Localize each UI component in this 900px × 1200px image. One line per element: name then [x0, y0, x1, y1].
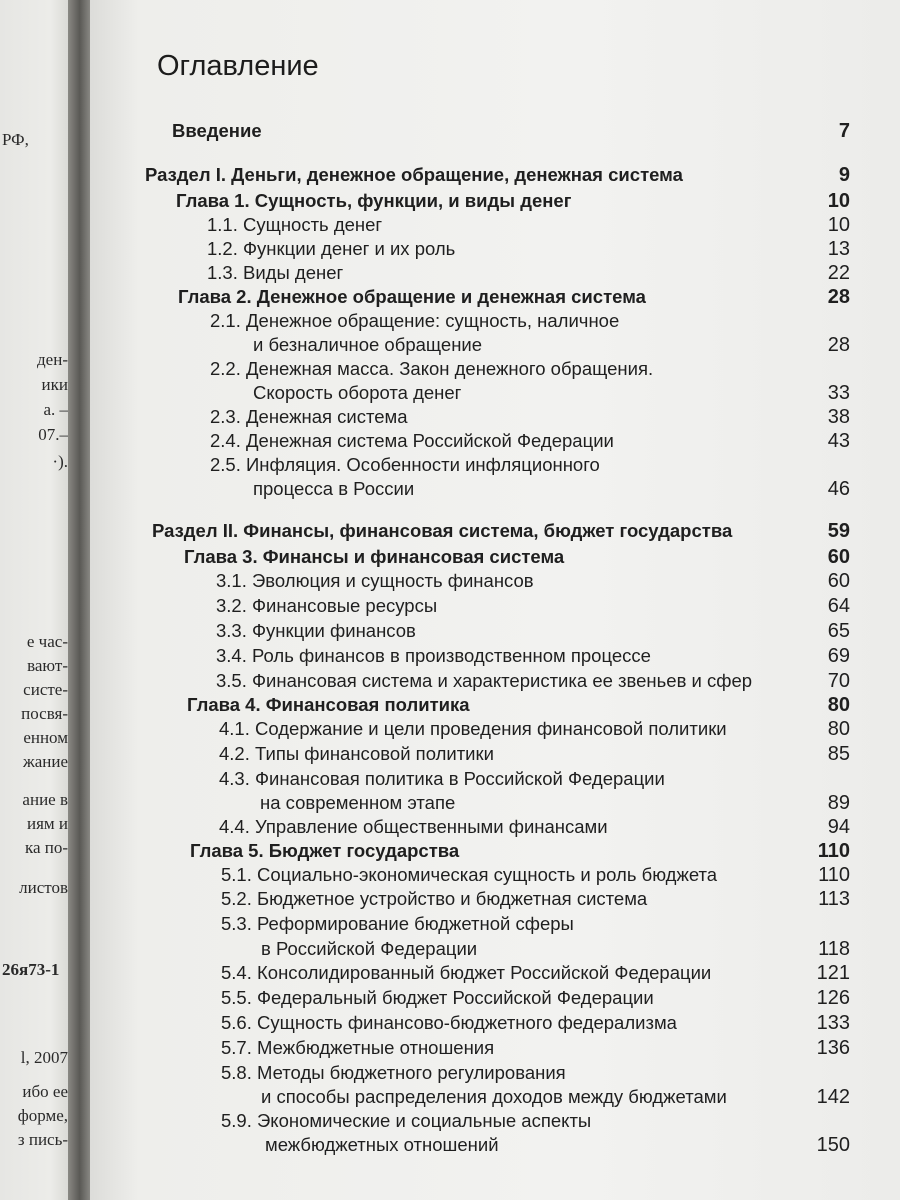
toc-entry-chapter	[90, 286, 900, 312]
toc-entry-title: Глава 3. Финансы и финансовая система	[184, 546, 565, 567]
toc-entry-sub	[90, 406, 900, 432]
toc-entry-page-number: 142	[816, 1086, 850, 1108]
left-page-text-fragment: жание	[22, 752, 68, 771]
toc-entry-sub	[90, 478, 900, 504]
left-page-text-fragment: енном	[23, 728, 68, 747]
toc-entry-chapter	[90, 546, 900, 572]
toc-entry-page-number: 110	[817, 840, 850, 862]
toc-entry-chapter	[90, 694, 900, 720]
toc-entry-chapter	[90, 190, 900, 216]
toc-entry-sub	[90, 718, 900, 744]
toc-entry-title: и способы распределения доходов между бюджетами	[261, 1086, 727, 1107]
toc-entry-title: процесса в России	[253, 478, 415, 499]
toc-entry-title: 4.2. Типы финансовой политики	[219, 743, 494, 764]
toc-entry-title: межбюджетных отношений	[265, 1134, 499, 1155]
toc-entry-sub	[90, 382, 900, 408]
toc-entry-page-number: 118	[818, 938, 850, 960]
toc-entry-sub	[90, 620, 900, 646]
toc-entry-sub	[90, 570, 900, 596]
left-page-text-fragment: ики	[41, 375, 68, 394]
toc-entry-sub	[90, 595, 900, 621]
toc-entry-sub	[90, 888, 900, 914]
toc-entry-sub	[90, 1110, 900, 1136]
toc-entry-title: 5.7. Межбюджетные отношения	[221, 1037, 495, 1058]
toc-title: Оглавление	[157, 50, 319, 82]
toc-entry-title: 3.2. Финансовые ресурсы	[216, 595, 438, 616]
toc-entry-page-number: 28	[827, 334, 850, 356]
toc-entry-title: Глава 1. Сущность, функции, и виды денег	[176, 190, 572, 211]
toc-entry-page-number: 60	[827, 570, 850, 592]
toc-entry-sub	[90, 645, 900, 671]
toc-entry-page-number: 136	[816, 1037, 850, 1059]
toc-entry-page-number: 46	[827, 478, 850, 500]
toc-entry-page-number: 94	[827, 816, 850, 838]
toc-entry-intro	[90, 120, 900, 146]
left-page-text-fragment: а. –	[43, 400, 68, 419]
left-page-text-fragment: з пись-	[17, 1130, 68, 1149]
left-page-text-fragment: 26я73-1	[2, 960, 60, 979]
toc-entry-title: 3.1. Эволюция и сущность финансов	[216, 570, 534, 591]
toc-entry-sub	[90, 1037, 900, 1063]
toc-entry-title: 3.3. Функции финансов	[216, 620, 416, 641]
toc-entry-sub	[90, 358, 900, 384]
toc-entry-page-number: 59	[827, 520, 850, 542]
toc-entry-page-number: 110	[818, 864, 850, 886]
toc-entry-title: 3.5. Финансовая система и характеристика ее звеньев и сфер	[216, 670, 753, 691]
toc-entry-sub	[90, 816, 900, 842]
toc-entry-title: 5.4. Консолидированный бюджет Российской Федерации	[221, 962, 712, 983]
toc-entry-page-number: 89	[827, 792, 850, 814]
toc-entry-title: 4.1. Содержание и цели проведения финансовой политики	[219, 718, 727, 739]
toc-entry-sub	[90, 987, 900, 1013]
left-page-text-fragment: ание в	[22, 790, 68, 809]
left-page-text-fragment: вают-	[27, 656, 68, 675]
toc-entry-page-number: 121	[816, 962, 850, 984]
left-page-text-fragment: РФ,	[2, 130, 29, 149]
toc-entry-sub	[90, 334, 900, 360]
toc-entry-page-number: 38	[827, 406, 850, 428]
toc-entry-page-number: 33	[827, 382, 850, 404]
toc-entry-section	[90, 164, 900, 190]
toc-entry-title: и безналичное обращение	[253, 334, 483, 355]
toc-entry-title: 1.3. Виды денег	[207, 262, 344, 283]
toc-entry-sub	[90, 430, 900, 456]
toc-entry-page-number: 60	[827, 546, 850, 568]
toc-entry-sub	[90, 214, 900, 240]
toc-entry-title: 2.5. Инфляция. Особенности инфляционного	[210, 454, 600, 475]
toc-entry-sub	[90, 792, 900, 818]
left-page-text-fragment: ибо ее	[22, 1082, 68, 1101]
toc-entry-sub	[90, 743, 900, 769]
left-page-text-fragment: иям и	[26, 814, 68, 833]
toc-entry-page-number: 80	[827, 718, 850, 740]
toc-entry-title: 2.4. Денежная система Российской Федерации	[210, 430, 614, 451]
toc-entry-page-number: 150	[816, 1134, 850, 1156]
toc-entry-page-number: 65	[827, 620, 850, 642]
toc-entry-title: 5.2. Бюджетное устройство и бюджетная система	[221, 888, 648, 909]
toc-entry-sub	[90, 768, 900, 794]
toc-entry-title: Глава 5. Бюджет государства	[190, 840, 460, 861]
left-page-text-fragment: систе-	[23, 680, 68, 699]
toc-entry-sub	[90, 1086, 900, 1112]
toc-entry-title: 5.8. Методы бюджетного регулирования	[221, 1062, 566, 1083]
toc-entry-page-number: 22	[827, 262, 850, 284]
toc-entry-sub	[90, 1012, 900, 1038]
toc-entry-page-number: 10	[827, 190, 850, 212]
toc-entry-page-number: 9	[838, 164, 850, 186]
toc-entry-page-number: 64	[827, 595, 850, 617]
toc-entry-title: Раздел II. Финансы, финансовая система, бюджет государства	[152, 520, 733, 541]
toc-entry-page-number: 43	[827, 430, 850, 452]
toc-entry-title: 5.5. Федеральный бюджет Российской Федерации	[221, 987, 654, 1008]
toc-entry-title: 4.4. Управление общественными финансами	[219, 816, 608, 837]
toc-page	[90, 0, 900, 1200]
toc-entry-title: Раздел I. Деньги, денежное обращение, денежная система	[145, 164, 683, 185]
toc-entry-page-number: 70	[827, 670, 850, 692]
toc-entry-page-number: 28	[827, 286, 850, 308]
toc-entry-title: 2.1. Денежное обращение: сущность, наличное	[210, 310, 620, 331]
toc-entry-page-number: 133	[816, 1012, 850, 1034]
toc-entry-sub	[90, 238, 900, 264]
left-page-text-fragment: форме,	[17, 1106, 68, 1125]
toc-entry-page-number: 80	[827, 694, 850, 716]
toc-entry-page-number: 7	[838, 120, 850, 142]
left-page-text-fragment: ·).	[52, 452, 68, 471]
toc-entry-chapter	[90, 840, 900, 866]
toc-entry-sub	[90, 454, 900, 480]
toc-entry-title: 1.2. Функции денег и их роль	[207, 238, 456, 259]
toc-entry-title: 3.4. Роль финансов в производственном процессе	[216, 645, 651, 666]
toc-entry-page-number: 10	[827, 214, 850, 236]
toc-entry-page-number: 69	[827, 645, 850, 667]
toc-entry-title: Глава 4. Финансовая политика	[187, 694, 470, 715]
toc-entry-page-number: 85	[827, 743, 850, 765]
toc-entry-title: Скорость оборота денег	[253, 382, 462, 403]
toc-entry-title: 5.1. Социально-экономическая сущность и роль бюджета	[221, 864, 718, 885]
toc-entry-sub	[90, 1062, 900, 1088]
toc-entry-section	[90, 520, 900, 546]
toc-entry-title: 4.3. Финансовая политика в Российской Федерации	[219, 768, 665, 789]
left-facing-page	[0, 0, 72, 1200]
toc-entry-sub	[90, 262, 900, 288]
toc-entry-title: Глава 2. Денежное обращение и денежная система	[178, 286, 646, 307]
toc-entry-title: 5.9. Экономические и социальные аспекты	[221, 1110, 592, 1131]
toc-entry-page-number: 126	[816, 987, 850, 1009]
toc-entry-sub	[90, 913, 900, 939]
toc-entry-sub	[90, 310, 900, 336]
toc-entry-sub	[90, 1134, 900, 1160]
left-page-text-fragment: ка по-	[24, 838, 68, 857]
toc-entry-sub	[90, 962, 900, 988]
toc-entry-sub	[90, 938, 900, 964]
toc-entry-title: 1.1. Сущность денег	[207, 214, 383, 235]
toc-entry-title: 2.2. Денежная масса. Закон денежного обращения.	[210, 358, 654, 379]
left-page-text-fragment: l, 2007	[20, 1048, 68, 1067]
left-page-text-fragment: посвя-	[21, 704, 68, 723]
toc-entry-title: в Российской Федерации	[261, 938, 478, 959]
left-page-text-fragment: листов	[19, 878, 68, 897]
left-page-text-fragment: е час-	[26, 632, 68, 651]
toc-entry-title: 2.3. Денежная система	[210, 406, 408, 427]
toc-entry-title: 5.6. Сущность финансово-бюджетного федерализма	[221, 1012, 677, 1033]
left-page-text-fragment: ден-	[37, 350, 68, 369]
toc-entry-sub	[90, 670, 900, 696]
toc-entry-title: Введение	[172, 120, 262, 141]
left-page-text-fragment: 07.–	[38, 425, 68, 444]
toc-entry-sub	[90, 864, 900, 890]
toc-entry-title: на современном этапе	[260, 792, 456, 813]
toc-entry-page-number: 13	[827, 238, 850, 260]
toc-entry-page-number: 113	[818, 888, 850, 910]
toc-entry-title: 5.3. Реформирование бюджетной сферы	[221, 913, 574, 934]
